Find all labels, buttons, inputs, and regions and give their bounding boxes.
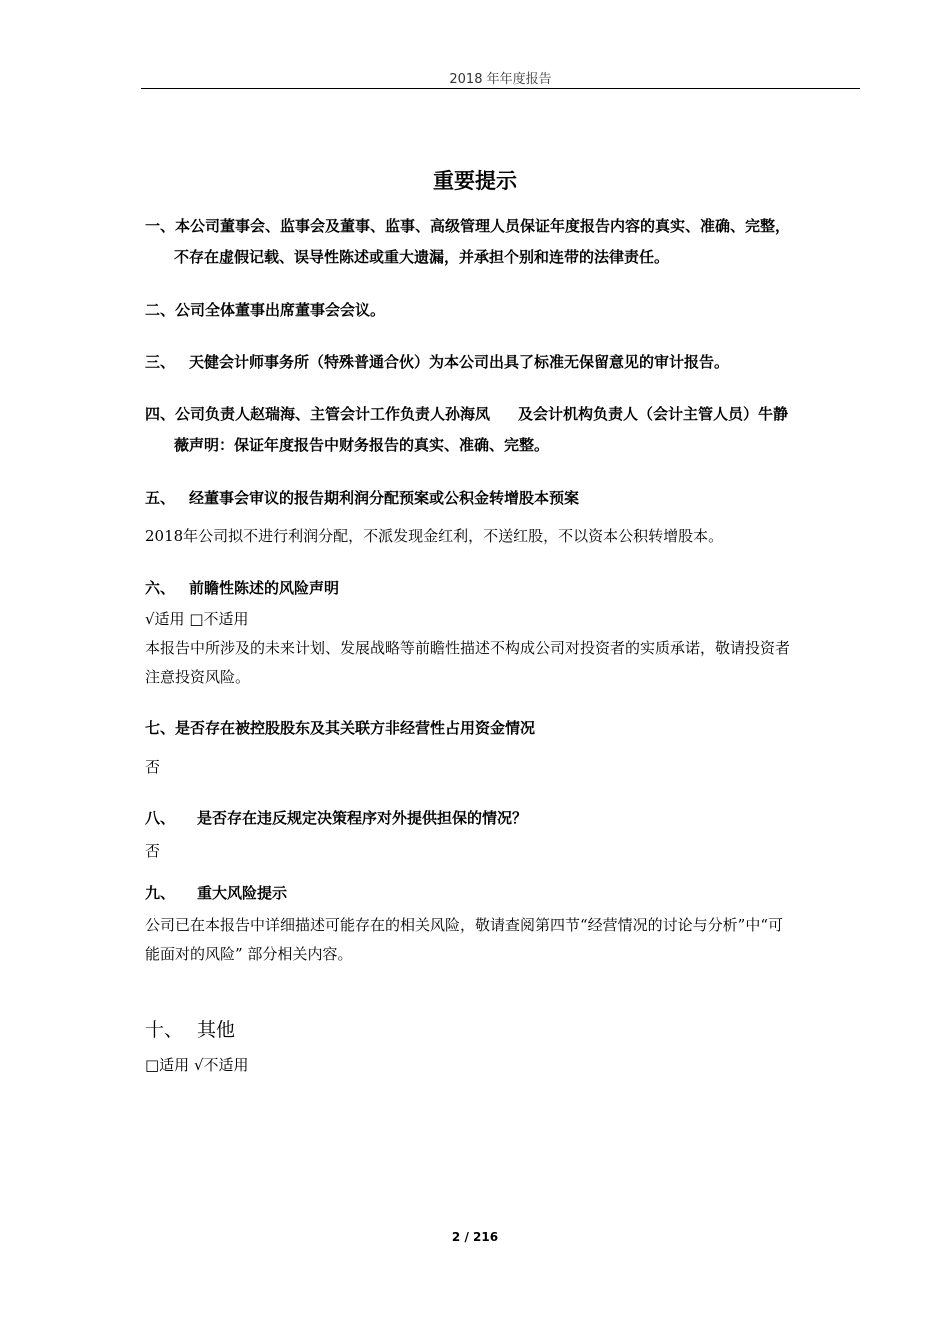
item-heading: 前瞻性陈述的风险声明 bbox=[189, 579, 340, 597]
applicability-10: □适用 √不适用 bbox=[145, 1056, 249, 1074]
risk-warning-text bbox=[145, 911, 865, 969]
page-number: 2 / 216 bbox=[451, 1230, 499, 1244]
item-text: 天健会计师事务所（特殊普通合伙）为本公司出具了标准无保留意见的审计报告。 bbox=[189, 353, 730, 371]
item-text-line2: 不存在虚假记载、误导性陈述或重大遗漏，并承担个别和连带的法律责任。 bbox=[174, 248, 670, 266]
notice-item-10-heading bbox=[145, 1015, 865, 1045]
item-number: 五、 bbox=[145, 489, 176, 507]
item-text: 公司全体董事出席董事会会议。 bbox=[175, 301, 386, 319]
risk-statement-text bbox=[145, 634, 865, 692]
notice-item-5-heading bbox=[145, 483, 865, 514]
item-number: 十、 bbox=[145, 1019, 184, 1041]
notice-item-9-heading bbox=[145, 878, 865, 909]
item-number: 七、 bbox=[145, 719, 176, 737]
item-number: 四、 bbox=[145, 405, 176, 423]
notice-item-1 bbox=[145, 211, 865, 273]
item-text-line1: 本公司董事会、监事会及董事、监事、高级管理人员保证年度报告内容的真实、准确、完整， bbox=[175, 217, 791, 235]
item-number: 二、 bbox=[145, 301, 176, 319]
answer-8: 否 bbox=[145, 842, 161, 860]
answer-7: 否 bbox=[145, 758, 161, 776]
page-title: 重要提示 bbox=[433, 169, 517, 193]
notice-item-4 bbox=[145, 399, 865, 461]
item-heading: 重大风险提示 bbox=[197, 884, 288, 902]
header-rule bbox=[141, 88, 860, 89]
risk-warning-line1: 公司已在本报告中详细描述可能存在的相关风险，敬请查阅第四节“经营情况的讨论与分析”中“可 bbox=[145, 916, 784, 934]
applicability-6: √适用 □不适用 bbox=[145, 610, 249, 628]
item-heading: 经董事会审议的报告期利润分配预案或公积金转增股本预案 bbox=[189, 489, 580, 507]
risk-statement-line2: 注意投资风险。 bbox=[145, 668, 251, 686]
item-number: 三、 bbox=[145, 353, 176, 371]
item-heading: 其他 bbox=[197, 1019, 236, 1041]
item-text-line1b: 及会计机构负责人（会计主管人员）牛静 bbox=[518, 405, 789, 423]
notice-item-2 bbox=[145, 295, 865, 326]
notice-item-8-heading bbox=[145, 803, 865, 834]
risk-warning-line2: 能面对的风险” 部分相关内容。 bbox=[145, 945, 353, 963]
item-number: 九、 bbox=[145, 884, 176, 902]
notice-item-7-heading bbox=[145, 713, 865, 744]
profit-distribution-text: 2018年公司拟不进行利润分配，不派发现金红利，不送红股，不以资本公积转增股本。 bbox=[145, 527, 724, 545]
item-number: 六、 bbox=[145, 579, 176, 597]
notice-item-6-heading bbox=[145, 573, 865, 604]
item-text-line2: 薇声明：保证年度报告中财务报告的真实、准确、完整。 bbox=[174, 436, 550, 454]
risk-statement-line1: 本报告中所涉及的未来计划、发展战略等前瞻性描述不构成公司对投资者的实质承诺，敬请投资者 bbox=[145, 639, 791, 657]
item-heading: 是否存在被控股股东及其关联方非经营性占用资金情况 bbox=[175, 719, 536, 737]
item-number: 一、 bbox=[145, 217, 176, 235]
item-heading: 是否存在违反规定决策程序对外提供担保的情况？ bbox=[197, 809, 528, 827]
notice-item-3 bbox=[145, 347, 865, 378]
running-header: 2018 年年度报告 bbox=[449, 72, 552, 87]
item-text-line1a: 公司负责人赵瑞海、主管会计工作负责人孙海凤 bbox=[175, 405, 491, 423]
item-number: 八、 bbox=[145, 809, 176, 827]
